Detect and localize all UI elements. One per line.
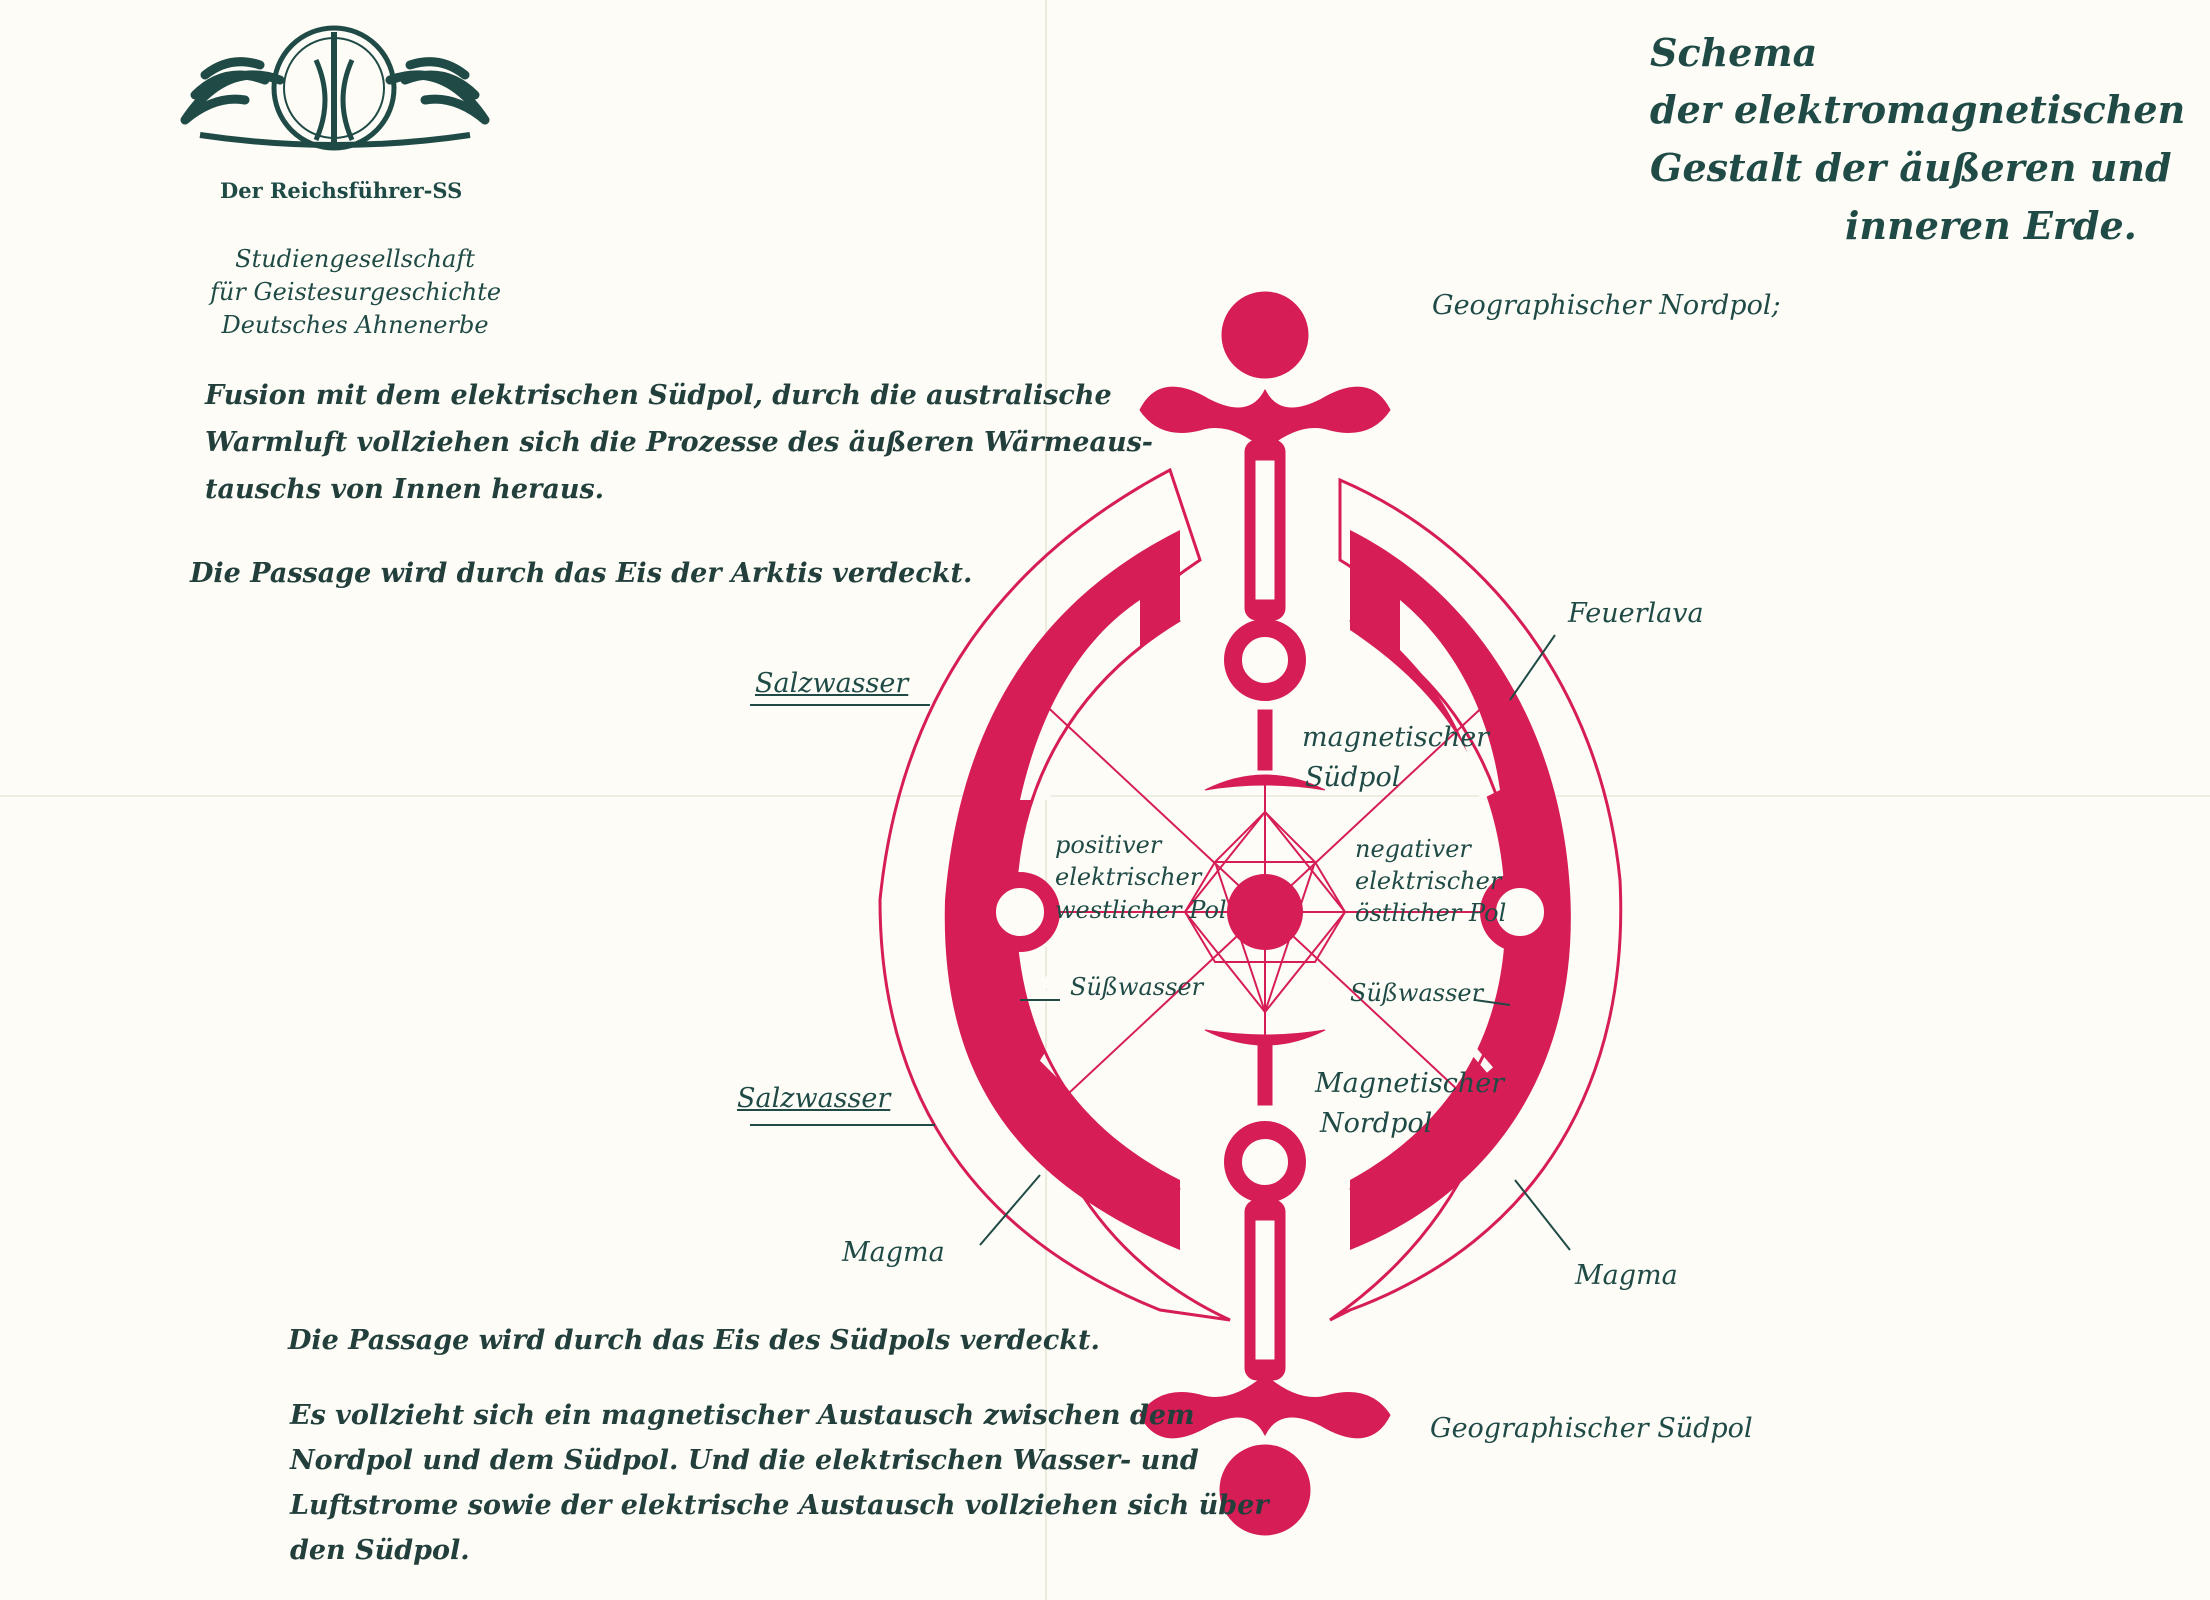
label-positive-pole-2: elektrischer [1055, 863, 1202, 891]
label-negative-pole-2: elektrischer [1355, 867, 1502, 895]
top-text-line-4: Die Passage wird durch das Eis der Arktis verdeckt. [190, 558, 973, 589]
top-text-line-3: tauschs von Innen heraus. [205, 474, 605, 505]
top-text-line-2: Warmluft vollziehen sich die Prozesse des äußeren Wärmeaus- [205, 427, 1154, 458]
label-magnetic-north-pole-2: Nordpol [1320, 1108, 1433, 1139]
label-geographic-north-pole: Geographischer Nordpol; [1432, 290, 1781, 321]
west-pole-ring [988, 880, 1052, 944]
label-magnetic-south-pole-1: magnetischer [1302, 722, 1490, 753]
bottom-text-line-1: Die Passage wird durch das Eis des Südpols verdeckt. [288, 1325, 1100, 1356]
letterhead-org: Der Reichsführer-SS [220, 178, 463, 203]
letterhead-line-3: Deutsches Ahnenerbe [221, 311, 489, 339]
label-suesswasser-left: Süßwasser [1070, 973, 1204, 1001]
ahnenerbe-emblem [185, 28, 485, 148]
bottom-text-line-5: den Südpol. [290, 1535, 470, 1566]
label-positive-pole-3: westlicher Pol [1055, 896, 1227, 924]
label-magnetic-north-pole-1: Magnetischer [1315, 1068, 1505, 1099]
label-negative-pole-1: negativer [1355, 835, 1471, 863]
title-line-1: Schema [1650, 30, 1818, 75]
letterhead-line-1: Studiengesellschaft [235, 245, 475, 273]
core-center-dot [1227, 874, 1303, 950]
label-magma-left: Magma [842, 1237, 945, 1268]
title-line-2: der elektromagnetischen [1650, 87, 2186, 132]
label-negative-pole-3: östlicher Pol [1355, 899, 1507, 927]
top-text-line-1: Fusion mit dem elektrischen Südpol, durch die australische [205, 380, 1112, 411]
label-magma-right: Magma [1575, 1260, 1678, 1291]
label-salzwasser-bottom: Salzwasser [737, 1083, 891, 1114]
label-positive-pole-1: positiver [1055, 831, 1162, 859]
label-salzwasser-top: Salzwasser [755, 668, 909, 699]
title-line-4: inneren Erde. [1845, 203, 2137, 248]
title-line-3: Gestalt der äußeren und [1650, 145, 2172, 190]
label-magnetic-south-pole-2: Südpol [1305, 762, 1401, 793]
bottom-text-line-2: Es vollzieht sich ein magnetischer Austausch zwischen dem [290, 1400, 1195, 1431]
label-suesswasser-right: Süßwasser [1350, 979, 1484, 1007]
bottom-text-line-4: Luftstrome sowie der elektrische Austausch vollziehen sich über [290, 1490, 1269, 1521]
label-feuerlava: Feuerlava [1568, 598, 1704, 629]
label-geographic-south-pole: Geographischer Südpol [1430, 1413, 1753, 1444]
bottom-text-line-3: Nordpol und dem Südpol. Und die elektrischen Wasser- und [290, 1445, 1199, 1476]
letterhead-line-2: für Geistesurgeschichte [210, 278, 502, 306]
